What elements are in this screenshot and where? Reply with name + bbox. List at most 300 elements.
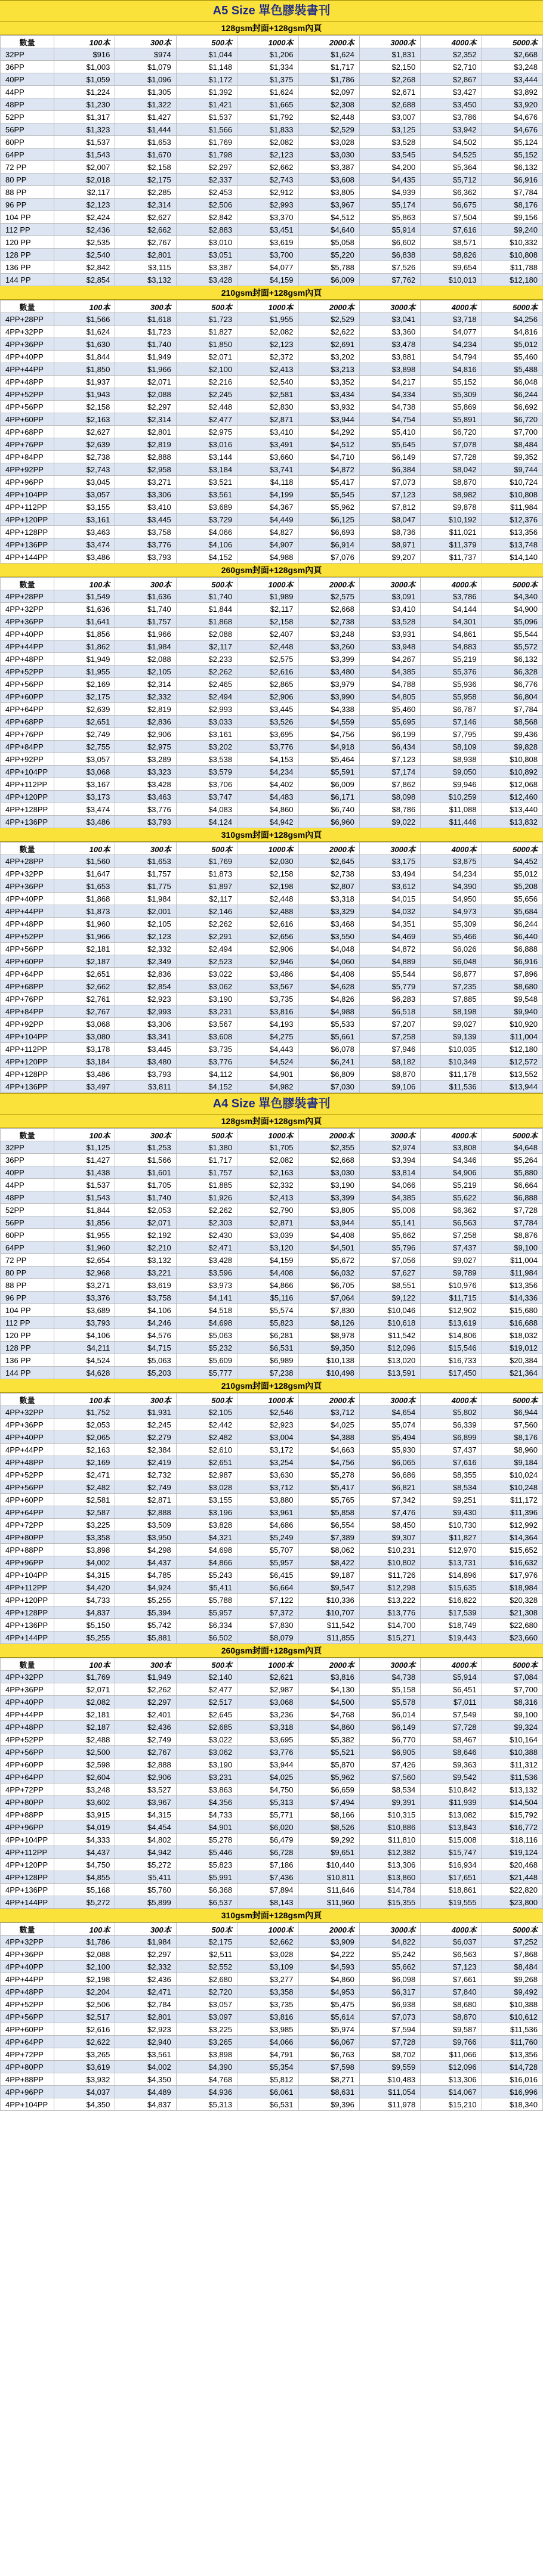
section-title: A4 Size 單色膠裝書刊 bbox=[0, 1093, 543, 1114]
price-cell: $3,399 bbox=[298, 653, 359, 665]
price-cell: $6,692 bbox=[482, 401, 542, 413]
price-cell: $5,765 bbox=[298, 1494, 359, 1506]
price-cell: $2,105 bbox=[176, 1406, 237, 1419]
price-cell: $2,175 bbox=[115, 174, 176, 186]
table-row bbox=[1, 2073, 543, 2086]
price-cell: $2,871 bbox=[115, 1494, 176, 1506]
price-cell: $5,466 bbox=[421, 930, 482, 943]
price-cell: $3,468 bbox=[298, 918, 359, 930]
table-row bbox=[1, 1936, 543, 1948]
price-cell: $13,222 bbox=[359, 1594, 420, 1606]
price-cell: $1,537 bbox=[54, 1179, 115, 1191]
page-count-cell: 60PP bbox=[1, 1229, 54, 1241]
price-cell: $16,996 bbox=[482, 2086, 542, 2098]
table-row bbox=[1, 603, 543, 615]
price-cell: $13,832 bbox=[482, 816, 542, 828]
page-count-cell: 4PP+144PP bbox=[1, 1896, 54, 1909]
price-cell: $2,297 bbox=[115, 1948, 176, 1961]
price-cell: $8,484 bbox=[482, 438, 542, 451]
price-cell: $12,180 bbox=[482, 274, 542, 286]
price-cell: $4,676 bbox=[482, 123, 542, 136]
price-cell: $3,202 bbox=[298, 351, 359, 363]
price-cell: $4,106 bbox=[115, 1304, 176, 1317]
price-cell: $5,141 bbox=[359, 1216, 420, 1229]
price-cell: $3,741 bbox=[237, 463, 298, 476]
price-table bbox=[0, 300, 543, 564]
price-cell: $2,407 bbox=[237, 628, 298, 640]
price-cell: $2,442 bbox=[176, 1419, 237, 1431]
table-row bbox=[1, 778, 543, 791]
page-count-cell: 4PP+64PP bbox=[1, 1506, 54, 1519]
price-cell: $1,949 bbox=[54, 653, 115, 665]
price-cell: $2,401 bbox=[115, 1708, 176, 1721]
price-cell: $1,989 bbox=[237, 590, 298, 603]
price-cell: $2,117 bbox=[176, 640, 237, 653]
price-cell: $5,255 bbox=[115, 1594, 176, 1606]
price-cell: $8,702 bbox=[359, 2048, 420, 2061]
price-cell: $4,860 bbox=[298, 1721, 359, 1733]
price-cell: $2,668 bbox=[482, 48, 542, 61]
price-cell: $2,262 bbox=[115, 1683, 176, 1696]
price-cell: $2,352 bbox=[421, 48, 482, 61]
price-cell: $2,854 bbox=[54, 274, 115, 286]
page-count-cell: 4PP+56PP bbox=[1, 678, 54, 691]
page-count-cell: 4PP+128PP bbox=[1, 1606, 54, 1619]
page-count-cell: 4PP+52PP bbox=[1, 665, 54, 678]
price-cell: $2,279 bbox=[115, 1431, 176, 1444]
table-header bbox=[1, 843, 543, 855]
page-count-cell: 4PP+76PP bbox=[1, 993, 54, 1005]
price-cell: $4,501 bbox=[298, 1241, 359, 1254]
table-row bbox=[1, 918, 543, 930]
price-cell: $6,905 bbox=[359, 1746, 420, 1758]
price-cell: $3,231 bbox=[176, 1005, 237, 1018]
table-row bbox=[1, 880, 543, 893]
price-cell: $7,056 bbox=[359, 1254, 420, 1267]
price-cell: $5,494 bbox=[359, 1431, 420, 1444]
price-cell: $4,002 bbox=[54, 1556, 115, 1569]
price-cell: $2,488 bbox=[54, 1733, 115, 1746]
price-cell: $4,907 bbox=[237, 538, 298, 551]
price-cell: $2,616 bbox=[54, 2023, 115, 2036]
table-row bbox=[1, 1556, 543, 1569]
table-row bbox=[1, 1544, 543, 1556]
page-count-cell: 4PP+36PP bbox=[1, 338, 54, 351]
price-cell: $8,631 bbox=[298, 2086, 359, 2098]
price-cell: $12,376 bbox=[482, 513, 542, 526]
price-cell: $11,542 bbox=[298, 1619, 359, 1631]
price-cell: $4,234 bbox=[421, 338, 482, 351]
table-row bbox=[1, 1216, 543, 1229]
price-cell: $3,816 bbox=[237, 2011, 298, 2023]
price-cell: $1,636 bbox=[54, 603, 115, 615]
price-cell: $7,342 bbox=[359, 1494, 420, 1506]
price-cell: $3,115 bbox=[115, 261, 176, 274]
price-cell: $7,560 bbox=[359, 1771, 420, 1784]
price-cell: $18,861 bbox=[421, 1884, 482, 1896]
price-cell: $3,360 bbox=[359, 326, 420, 338]
price-cell: $2,314 bbox=[115, 413, 176, 426]
table-row bbox=[1, 1683, 543, 1696]
price-cell: $3,030 bbox=[298, 1166, 359, 1179]
page-count-cell: 4PP+60PP bbox=[1, 1758, 54, 1771]
price-cell: $7,504 bbox=[421, 211, 482, 224]
price-cell: $13,776 bbox=[359, 1606, 420, 1619]
price-cell: $2,146 bbox=[176, 905, 237, 918]
price-cell: $3,062 bbox=[176, 980, 237, 993]
price-cell: $10,024 bbox=[482, 1469, 542, 1481]
price-cell: $5,891 bbox=[421, 413, 482, 426]
price-cell: $6,061 bbox=[237, 2086, 298, 2098]
price-cell: $4,942 bbox=[237, 816, 298, 828]
price-cell: $4,816 bbox=[421, 363, 482, 376]
price-cell: $10,842 bbox=[421, 1784, 482, 1796]
price-cell: $3,057 bbox=[54, 488, 115, 501]
header-row bbox=[1, 1923, 543, 1936]
price-cell: $4,822 bbox=[359, 1936, 420, 1948]
price-cell: $2,071 bbox=[176, 351, 237, 363]
price-cell: $2,082 bbox=[237, 136, 298, 148]
price-cell: $2,738 bbox=[298, 615, 359, 628]
price-cell: $2,517 bbox=[54, 2011, 115, 2023]
price-cell: $5,063 bbox=[176, 1329, 237, 1342]
price-cell: $5,645 bbox=[359, 438, 420, 451]
price-cell: $3,155 bbox=[54, 501, 115, 513]
price-cell: $4,193 bbox=[237, 1018, 298, 1030]
page-count-cell: 4PP+60PP bbox=[1, 2023, 54, 2036]
price-cell: $2,088 bbox=[115, 388, 176, 401]
price-cell: $1,705 bbox=[237, 1141, 298, 1154]
price-cell: $5,958 bbox=[421, 691, 482, 703]
price-cell: $4,827 bbox=[237, 526, 298, 538]
price-cell: $13,619 bbox=[421, 1317, 482, 1329]
table-row bbox=[1, 1671, 543, 1683]
price-cell: $3,022 bbox=[176, 968, 237, 980]
price-cell: $3,528 bbox=[359, 615, 420, 628]
price-cell: $3,474 bbox=[54, 803, 115, 816]
header-row bbox=[1, 578, 543, 590]
price-cell: $2,627 bbox=[54, 426, 115, 438]
page-count-cell: 4PP+72PP bbox=[1, 1519, 54, 1531]
page-count-cell: 4PP+64PP bbox=[1, 968, 54, 980]
price-cell: $4,159 bbox=[237, 274, 298, 286]
price-cell: $10,707 bbox=[298, 1606, 359, 1619]
price-cell: $1,317 bbox=[54, 111, 115, 123]
price-cell: $3,805 bbox=[298, 1204, 359, 1216]
page-count-cell: 4PP+128PP bbox=[1, 803, 54, 816]
price-cell: $5,012 bbox=[482, 868, 542, 880]
price-cell: $4,066 bbox=[237, 2036, 298, 2048]
price-cell: $2,836 bbox=[115, 716, 176, 728]
price-cell: $4,338 bbox=[298, 703, 359, 716]
price-cell: $2,332 bbox=[115, 691, 176, 703]
price-cell: $1,949 bbox=[115, 1671, 176, 1683]
price-cell: $7,476 bbox=[359, 1506, 420, 1519]
price-cell: $5,382 bbox=[298, 1733, 359, 1746]
price-cell: $1,636 bbox=[115, 590, 176, 603]
price-cell: $3,451 bbox=[237, 224, 298, 236]
price-cell: $3,608 bbox=[176, 1030, 237, 1043]
price-cell: $7,560 bbox=[482, 1419, 542, 1431]
price-cell: $7,616 bbox=[421, 224, 482, 236]
price-cell: $2,975 bbox=[115, 741, 176, 753]
page-count-cell: 4PP+40PP bbox=[1, 351, 54, 363]
price-cell: $6,384 bbox=[359, 463, 420, 476]
table-row bbox=[1, 1229, 543, 1241]
price-cell: $2,685 bbox=[176, 1721, 237, 1733]
price-cell: $6,368 bbox=[176, 1884, 237, 1896]
table-row bbox=[1, 943, 543, 955]
table-header bbox=[1, 36, 543, 48]
price-cell: $11,088 bbox=[421, 803, 482, 816]
price-cell: $6,720 bbox=[421, 426, 482, 438]
page-count-cell: 4PP+52PP bbox=[1, 1469, 54, 1481]
price-cell: $12,096 bbox=[421, 2061, 482, 2073]
price-cell: $2,906 bbox=[237, 943, 298, 955]
price-cell: $4,211 bbox=[54, 1342, 115, 1354]
price-cell: $11,960 bbox=[298, 1896, 359, 1909]
quantity-column-header: 1000本 bbox=[237, 301, 298, 313]
quantity-column-header: 2000本 bbox=[298, 1129, 359, 1141]
price-cell: $11,066 bbox=[421, 2048, 482, 2061]
price-cell: $5,684 bbox=[482, 905, 542, 918]
table-body bbox=[1, 48, 543, 286]
price-cell: $5,614 bbox=[298, 2011, 359, 2023]
price-cell: $2,987 bbox=[176, 1469, 237, 1481]
price-cell: $5,168 bbox=[54, 1884, 115, 1896]
price-cell: $3,776 bbox=[237, 741, 298, 753]
price-cell: $2,830 bbox=[237, 401, 298, 413]
page-count-cell: 4PP+92PP bbox=[1, 463, 54, 476]
price-cell: $4,002 bbox=[115, 2061, 176, 2073]
quantity-column-header: 4000本 bbox=[421, 1394, 482, 1406]
price-cell: $3,915 bbox=[54, 1809, 115, 1821]
price-cell: $9,292 bbox=[298, 1834, 359, 1846]
price-cell: $11,536 bbox=[421, 1080, 482, 1093]
price-cell: $1,230 bbox=[54, 98, 115, 111]
page-count-cell: 40PP bbox=[1, 1166, 54, 1179]
price-cell: $8,971 bbox=[359, 538, 420, 551]
page-count-cell: 88 PP bbox=[1, 1279, 54, 1292]
price-cell: $8,484 bbox=[482, 1961, 542, 1973]
table-row bbox=[1, 1519, 543, 1531]
price-cell: $3,550 bbox=[298, 930, 359, 943]
price-cell: $6,065 bbox=[359, 1456, 420, 1469]
price-cell: $15,747 bbox=[421, 1846, 482, 1859]
price-cell: $2,216 bbox=[176, 376, 237, 388]
price-cell: $6,960 bbox=[298, 816, 359, 828]
table-row bbox=[1, 955, 543, 968]
page-count-cell: 4PP+40PP bbox=[1, 1961, 54, 1973]
price-cell: $15,680 bbox=[482, 1304, 542, 1317]
price-cell: $2,946 bbox=[237, 955, 298, 968]
price-cell: $3,979 bbox=[298, 678, 359, 691]
price-cell: $4,524 bbox=[237, 1055, 298, 1068]
price-cell: $1,723 bbox=[115, 326, 176, 338]
price-cell: $2,082 bbox=[237, 1154, 298, 1166]
price-cell: $7,549 bbox=[421, 1708, 482, 1721]
price-cell: $5,777 bbox=[176, 1367, 237, 1379]
price-cell: $3,080 bbox=[54, 1030, 115, 1043]
price-cell: $5,957 bbox=[237, 1556, 298, 1569]
price-cell: $3,660 bbox=[237, 451, 298, 463]
price-cell: $10,046 bbox=[359, 1304, 420, 1317]
table-row bbox=[1, 1154, 543, 1166]
quantity-column-header: 100本 bbox=[54, 1394, 115, 1406]
price-cell: $3,428 bbox=[176, 274, 237, 286]
price-cell: $9,350 bbox=[298, 1342, 359, 1354]
price-cell: $3,875 bbox=[421, 855, 482, 868]
price-cell: $5,936 bbox=[421, 678, 482, 691]
price-cell: $2,413 bbox=[237, 363, 298, 376]
price-cell: $1,438 bbox=[54, 1166, 115, 1179]
price-cell: $5,712 bbox=[421, 174, 482, 186]
price-cell: $8,271 bbox=[298, 2073, 359, 2086]
price-cell: $8,646 bbox=[421, 1746, 482, 1758]
page-count-cell: 104 PP bbox=[1, 211, 54, 224]
price-cell: $13,356 bbox=[482, 1279, 542, 1292]
price-cell: $2,622 bbox=[298, 326, 359, 338]
price-cell: $2,842 bbox=[176, 211, 237, 224]
price-cell: $15,210 bbox=[421, 2098, 482, 2111]
table-row bbox=[1, 388, 543, 401]
price-cell: $7,174 bbox=[359, 766, 420, 778]
price-cell: $12,096 bbox=[359, 1342, 420, 1354]
page-count-cell: 56PP bbox=[1, 1216, 54, 1229]
price-table bbox=[0, 1922, 543, 2111]
price-cell: $5,394 bbox=[115, 1606, 176, 1619]
price-cell: $2,639 bbox=[54, 703, 115, 716]
price-cell: $2,071 bbox=[54, 1683, 115, 1696]
price-cell: $2,575 bbox=[298, 590, 359, 603]
price-cell: $7,252 bbox=[482, 1936, 542, 1948]
price-cell: $2,993 bbox=[115, 1005, 176, 1018]
price-cell: $3,004 bbox=[237, 1431, 298, 1444]
price-cell: $19,012 bbox=[482, 1342, 542, 1354]
price-cell: $7,123 bbox=[359, 488, 420, 501]
page-count-cell: 4PP+44PP bbox=[1, 1708, 54, 1721]
price-cell: $7,372 bbox=[237, 1606, 298, 1619]
price-cell: $4,654 bbox=[359, 1406, 420, 1419]
price-cell: $7,526 bbox=[359, 261, 420, 274]
table-row bbox=[1, 1191, 543, 1204]
page-count-cell: 4PP+120PP bbox=[1, 1594, 54, 1606]
price-cell: $3,811 bbox=[115, 1080, 176, 1093]
price-cell: $6,339 bbox=[421, 1419, 482, 1431]
table-row bbox=[1, 1179, 543, 1191]
page-count-cell: 4PP+44PP bbox=[1, 905, 54, 918]
price-cell: $5,870 bbox=[298, 1758, 359, 1771]
price-cell: $5,823 bbox=[237, 1317, 298, 1329]
price-cell: $6,328 bbox=[482, 665, 542, 678]
quantity-column-header: 300本 bbox=[115, 301, 176, 313]
price-cell: $3,370 bbox=[237, 211, 298, 224]
price-cell: $5,446 bbox=[176, 1846, 237, 1859]
price-cell: $10,349 bbox=[421, 1055, 482, 1068]
table-row bbox=[1, 2061, 543, 2073]
price-cell: $3,254 bbox=[237, 1456, 298, 1469]
price-cell: $5,533 bbox=[298, 1018, 359, 1030]
price-cell: $2,546 bbox=[237, 1406, 298, 1419]
table-row bbox=[1, 1444, 543, 1456]
page-count-cell: 4PP+120PP bbox=[1, 1055, 54, 1068]
price-table bbox=[0, 35, 543, 286]
price-cell: $3,816 bbox=[298, 1671, 359, 1683]
price-cell: $13,306 bbox=[421, 2073, 482, 2086]
table-row bbox=[1, 249, 543, 261]
table-row bbox=[1, 1431, 543, 1444]
price-cell: $9,654 bbox=[421, 261, 482, 274]
price-cell: $7,436 bbox=[237, 1871, 298, 1884]
price-cell: $18,984 bbox=[482, 1581, 542, 1594]
table-row bbox=[1, 1846, 543, 1859]
subsection-title: 310gsm封面+128gsm內頁 bbox=[0, 828, 543, 842]
price-cell: $20,468 bbox=[482, 1859, 542, 1871]
price-cell: $8,355 bbox=[421, 1469, 482, 1481]
price-cell: $2,071 bbox=[115, 376, 176, 388]
price-cell: $14,504 bbox=[482, 1796, 542, 1809]
price-cell: $2,656 bbox=[237, 930, 298, 943]
price-cell: $2,297 bbox=[115, 1696, 176, 1708]
price-cell: $3,814 bbox=[359, 1166, 420, 1179]
price-cell: $5,695 bbox=[359, 716, 420, 728]
price-cell: $2,262 bbox=[176, 918, 237, 930]
price-table bbox=[0, 842, 543, 1093]
price-cell: $3,306 bbox=[115, 1018, 176, 1030]
price-cell: $6,125 bbox=[298, 513, 359, 526]
price-cell: $4,346 bbox=[421, 1154, 482, 1166]
price-cell: $1,624 bbox=[54, 326, 115, 338]
page-count-cell: 4PP+144PP bbox=[1, 551, 54, 564]
price-cell: $5,376 bbox=[421, 665, 482, 678]
quantity-column-header: 1000本 bbox=[237, 36, 298, 48]
price-cell: $11,172 bbox=[482, 1494, 542, 1506]
price-cell: $3,271 bbox=[54, 1279, 115, 1292]
price-cell: $5,760 bbox=[115, 1884, 176, 1896]
price-cell: $11,737 bbox=[421, 551, 482, 564]
price-cell: $4,200 bbox=[359, 161, 420, 174]
price-cell: $20,384 bbox=[482, 1354, 542, 1367]
page-count-cell: 4PP+44PP bbox=[1, 1973, 54, 1986]
price-cell: $3,062 bbox=[176, 1746, 237, 1758]
price-cell: $5,272 bbox=[115, 1859, 176, 1871]
price-cell: $3,057 bbox=[54, 753, 115, 766]
price-cell: $2,749 bbox=[115, 1733, 176, 1746]
page-count-cell: 112 PP bbox=[1, 224, 54, 236]
price-cell: $2,639 bbox=[54, 438, 115, 451]
price-subsection bbox=[0, 1114, 543, 1379]
price-cell: $4,408 bbox=[298, 968, 359, 980]
price-cell: $11,984 bbox=[482, 1267, 542, 1279]
price-cell: $2,975 bbox=[176, 426, 237, 438]
price-cell: $10,035 bbox=[421, 1043, 482, 1055]
price-cell: $14,896 bbox=[421, 1569, 482, 1581]
price-cell: $1,955 bbox=[54, 665, 115, 678]
page-count-cell: 4PP+40PP bbox=[1, 1696, 54, 1708]
table-row bbox=[1, 1204, 543, 1216]
price-cell: $4,234 bbox=[421, 868, 482, 880]
price-cell: $11,396 bbox=[482, 1506, 542, 1519]
price-table bbox=[0, 577, 543, 828]
page-count-cell: 4PP+32PP bbox=[1, 603, 54, 615]
price-cell: $2,662 bbox=[115, 224, 176, 236]
table-row bbox=[1, 326, 543, 338]
page-count-cell: 4PP+56PP bbox=[1, 1481, 54, 1494]
price-cell: $5,914 bbox=[421, 1671, 482, 1683]
table-row bbox=[1, 148, 543, 161]
price-cell: $1,543 bbox=[54, 148, 115, 161]
price-cell: $16,016 bbox=[482, 2073, 542, 2086]
